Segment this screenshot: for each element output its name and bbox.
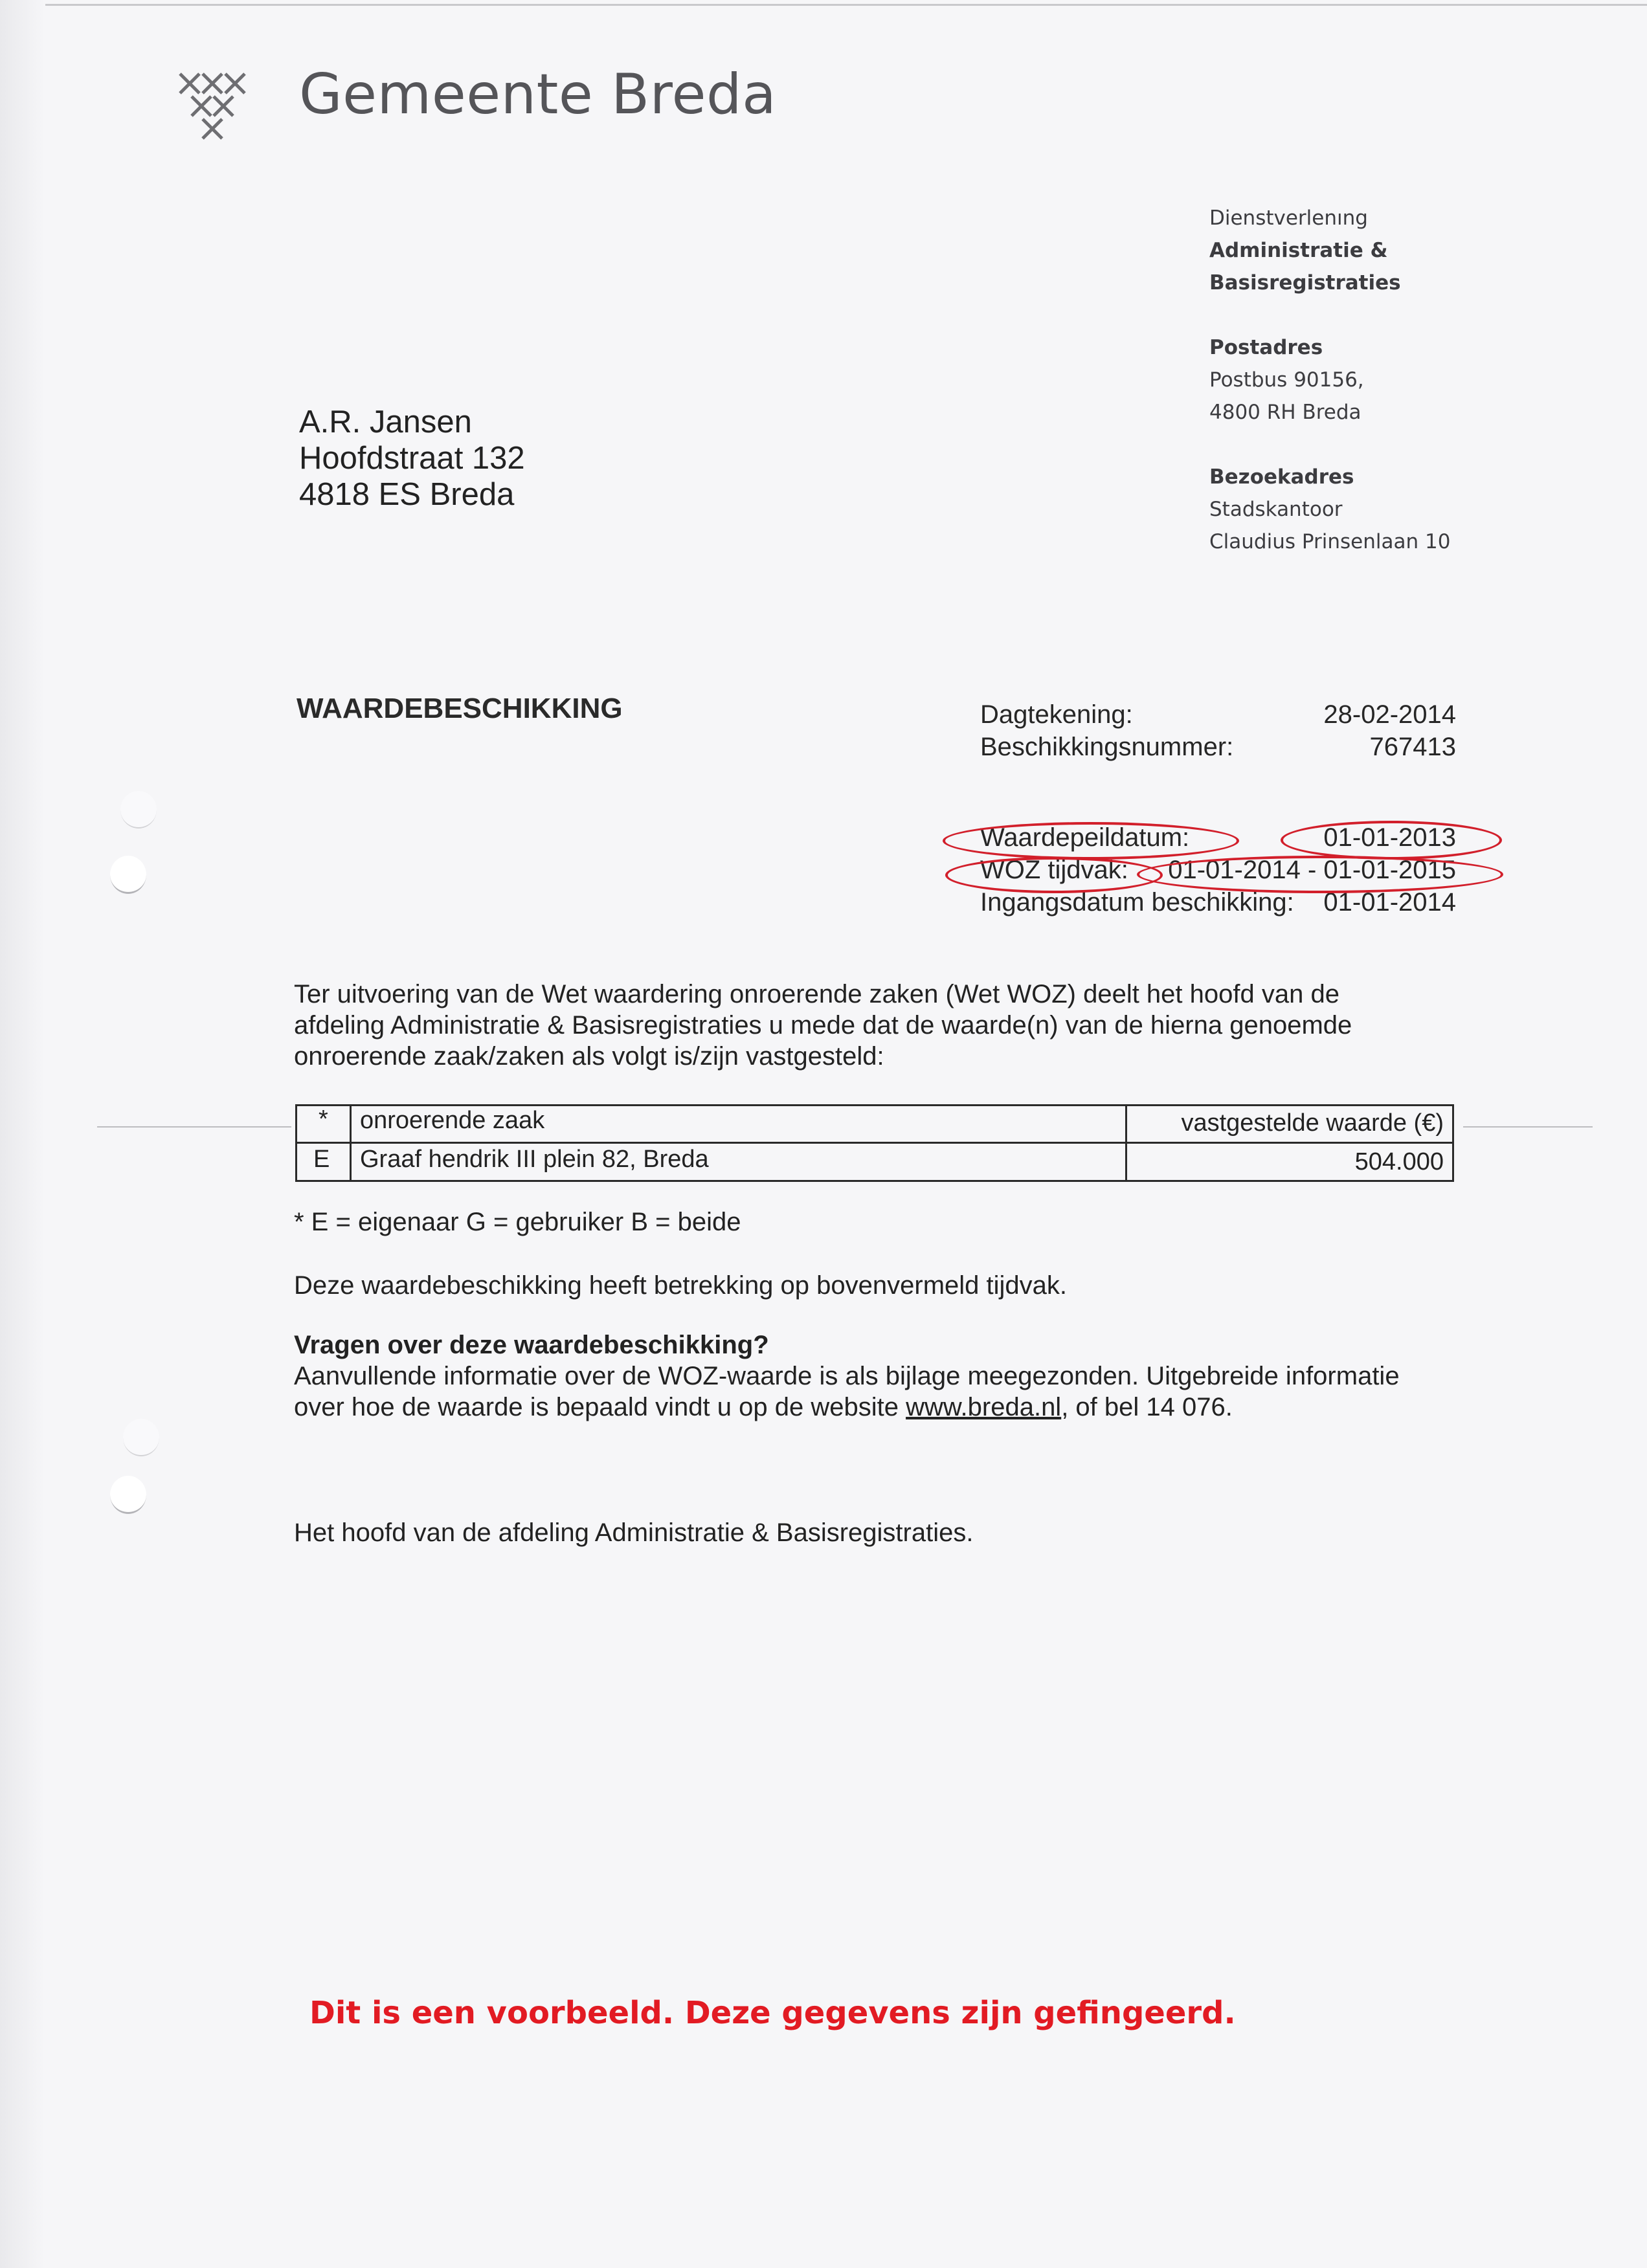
visit-line: Stadskantoor: [1209, 498, 1343, 521]
table-cell: 504.000: [1354, 1148, 1444, 1175]
highlight-ellipse: [1281, 821, 1502, 860]
document-title: WAARDEBESCHIKKING: [297, 693, 623, 724]
table-cell: E: [313, 1146, 330, 1173]
punch-hole: [120, 791, 157, 828]
meta-value: 01-01-2013: [1323, 823, 1456, 852]
website-link[interactable]: www.breda.nl: [906, 1393, 1062, 1421]
meta-label: Ingangsdatum beschikking:: [980, 888, 1294, 917]
questions-text: , of bel 14 076.: [1061, 1393, 1233, 1421]
intro-line: afdeling Administratie & Basisregistraties u mede dat de waarde(n) van de hierna genoemde: [294, 1011, 1352, 1040]
meta-label: Waardepeildatum:: [980, 823, 1190, 852]
table-divider: [1125, 1104, 1127, 1180]
meta-label: Dagtekening:: [980, 700, 1133, 729]
scan-edge-line: [0, 4, 1647, 6]
questions-line: Aanvullende informatie over de WOZ-waarde is als bijlage meegezonden. Uitgebreide informatie: [294, 1362, 1400, 1390]
department-line: Basisregistraties: [1209, 271, 1401, 295]
recipient-city: 4818 ES Breda: [299, 477, 515, 512]
scan-left-shade: [0, 0, 45, 2268]
meta-value: 28-02-2014: [1323, 700, 1456, 729]
fold-guide: [1463, 1126, 1593, 1128]
highlight-ellipse: [943, 822, 1239, 860]
meta-value: 01-01-2014: [1323, 888, 1456, 917]
table-header: *: [319, 1106, 328, 1133]
postal-address-block: [1209, 331, 1364, 428]
postal-heading: Postadres: [1209, 336, 1323, 359]
visit-address-block: [1209, 461, 1450, 558]
intro-line: Ter uitvoering van de Wet waardering onroerende zaken (Wet WOZ) deelt het hoofd van de: [294, 980, 1339, 1008]
fold-guide: [97, 1126, 291, 1128]
punch-hole: [110, 1476, 146, 1514]
visit-line: Claudius Prinsenlaan 10: [1209, 530, 1451, 553]
intro-line: onroerende zaak/zaken als volgt is/zijn vastgesteld:: [294, 1042, 884, 1071]
recipient-name: A.R. Jansen: [299, 405, 472, 439]
postal-line: Postbus 90156,: [1209, 368, 1364, 392]
punch-hole: [110, 856, 146, 894]
intro-paragraph: [294, 979, 1459, 1072]
questions-block: [294, 1329, 1459, 1423]
sample-disclaimer: Dit is een voorbeeld. Deze gegevens zijn gefingeerd.: [309, 1995, 1236, 2031]
period-note: Deze waardebeschikking heeft betrekking op bovenvermeld tijdvak.: [294, 1271, 1068, 1300]
breda-x-pattern-logo-icon: [174, 67, 251, 145]
questions-line: [294, 1392, 1459, 1423]
meta-value: 01-01-2014 - 01-01-2015: [1168, 856, 1456, 884]
table-header: vastgestelde waarde (€): [1181, 1109, 1444, 1137]
highlight-ellipse: [1137, 856, 1503, 893]
meta-value: 767413: [1369, 733, 1456, 761]
table-header: onroerende zaak: [360, 1107, 545, 1134]
questions-text: over hoe de waarde is bepaald vindt u op de website: [294, 1393, 906, 1421]
table-cell: Graaf hendrik III plein 82, Breda: [360, 1146, 709, 1173]
highlight-ellipse: [945, 857, 1163, 893]
visit-heading: Bezoekadres: [1209, 465, 1354, 489]
department-line: Dienstverlenıng: [1209, 206, 1368, 230]
table-divider: [350, 1104, 352, 1180]
questions-heading: Vragen over deze waardebeschikking?: [294, 1331, 769, 1359]
org-name: Gemeente Breda: [299, 62, 777, 127]
meta-label: Beschikkingsnummer:: [980, 733, 1234, 761]
department-block: [1209, 202, 1401, 299]
postal-line: 4800 RH Breda: [1209, 401, 1361, 424]
department-line: Administratie &: [1209, 239, 1388, 262]
signature-line: Het hoofd van de afdeling Administratie & Basisregistraties.: [294, 1518, 974, 1547]
punch-hole: [123, 1419, 159, 1456]
code-legend: * E = eigenaar G = gebruiker B = beide: [294, 1208, 741, 1236]
meta-label: WOZ tijdvak:: [980, 856, 1128, 884]
table-divider: [295, 1142, 1454, 1144]
recipient-street: Hoofdstraat 132: [299, 441, 525, 476]
recipient-address: [299, 404, 525, 513]
